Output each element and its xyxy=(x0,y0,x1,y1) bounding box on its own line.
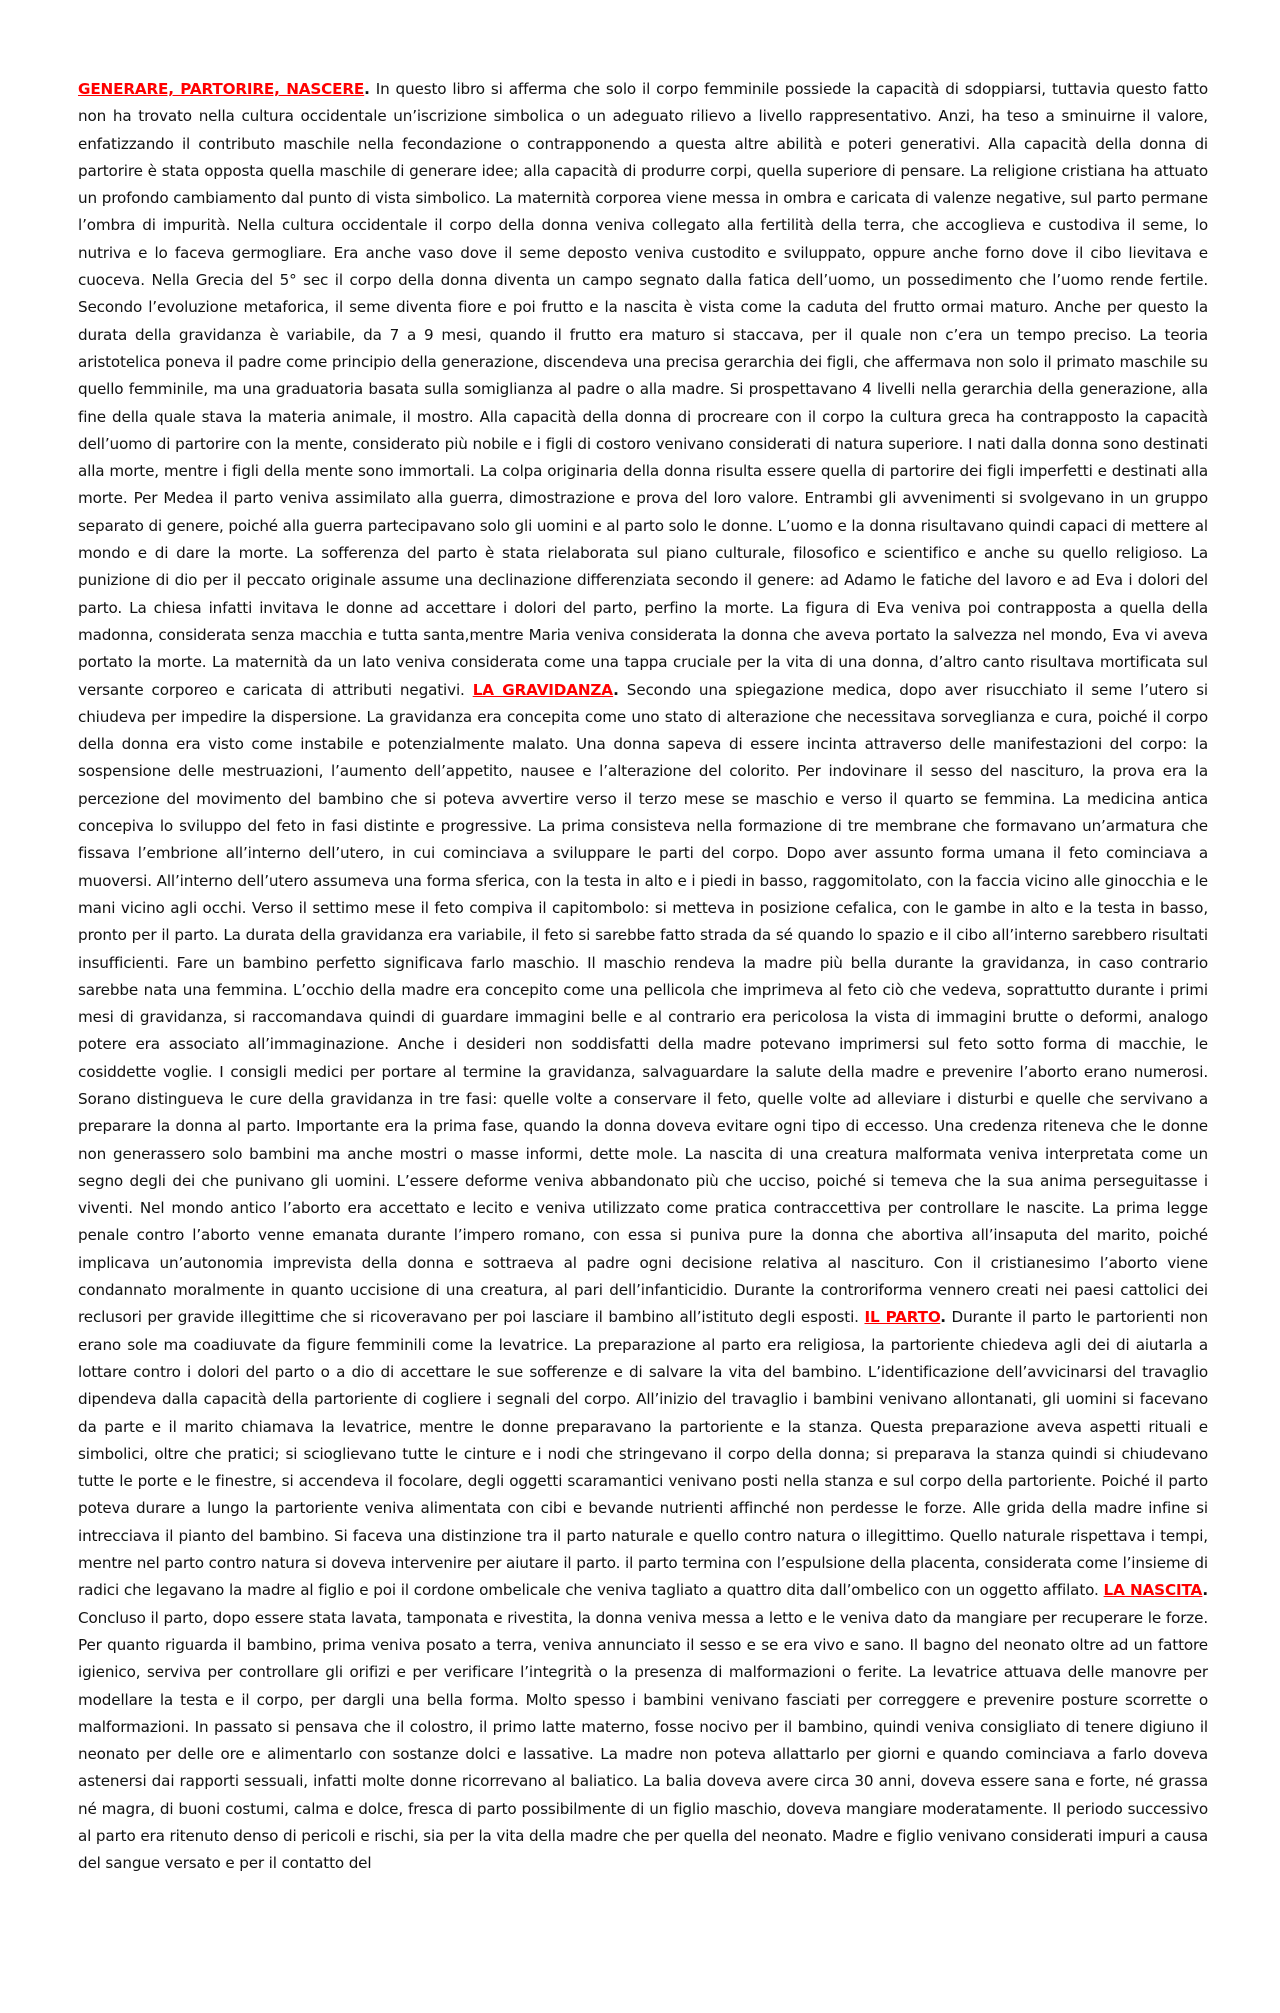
body-paragraph xyxy=(78,76,1208,1878)
section-text-generare: In questo libro si afferma che solo il corpo femminile possiede la capacità di sdoppiarsi, tuttavia questo fatto non ha trovato nella cultura occidentale un’iscrizione simbolica o un adeguato rilievo a livello rappresentativo. Anzi, ha teso a sminuirne il valore, enfatizzando il contributo maschile nella fecondazione o contrapponendo a questa altre abilità e poteri generativi. Alla capacità della donna di partorire è stata opposta quella maschile di generare idee; alla capacità di produrre corpi, quella superiore di pensare. La religione cristiana ha attuato un profondo cambiamento dal punto di vista simbolico. La maternità corporea viene messa in ombra e caricata di valenze negative, sul parto permane l’ombra di impurità. Nella cultura occidentale il corpo della donna veniva collegato alla fertilità della terra, che accoglieva e custodiva il seme, lo nutriva e lo faceva germogliare. Era anche vaso dove il seme deposto veniva custodito e sviluppato, oppure anche forno dove il cibo lievitava e cuoceva. Nella Grecia del 5° sec il corpo della donna diventa un campo segnato dalla fatica dell’uomo, un possedimento che l’uomo rende fertile. Secondo l’evoluzione metaforica, il seme diventa fiore e poi frutto e la nascita è vista come la caduta del frutto ormai maturo. Anche per questo la durata della gravidanza è variabile, da 7 a 9 mesi, quando il frutto era maturo si staccava, per il quale non c’era un tempo preciso. La teoria aristotelica poneva il padre come principio della generazione, discendeva una precisa gerarchia dei figli, che affermava non solo il primato maschile su quello femminile, ma una graduatoria basata sulla somiglianza al padre o alla madre. Si prospettavano 4 livelli nella gerarchia della generazione, alla fine della quale stava la materia animale, il mostro. Alla capacità della donna di procreare con il corpo la cultura greca ha contrapposto la capacità dell’uomo di partorire con la mente, considerato più nobile e i figli di costoro venivano considerati di natura superiore. I nati dalla donna sono destinati alla morte, mentre i figli della mente sono immortali. La colpa originaria della donna risulta essere quella di partorire dei figli imperfetti e destinati alla morte. Per Medea il parto veniva assimilato alla guerra, dimostrazione e prova del loro valore. Entrambi gli avvenimenti si svolgevano in un gruppo separato di genere, poiché alla guerra partecipavano solo gli uomini e al parto solo le donne. L’uomo e la donna risultavano quindi capaci di mettere al mondo e di dare la morte. La sofferenza del parto è stata rielaborata sul piano culturale, filosofico e scientifico e anche su quello religioso. La punizione di dio per il peccato originale assume una declinazione differenziata secondo il genere: ad Adamo le fatiche del lavoro e ad Eva i dolori del parto. La chiesa infatti invitava le donne ad accettare i dolori del parto, perfino la morte. La figura di Eva veniva poi contrapposta a quella della madonna, considerata senza macchia e tutta santa,mentre Maria veniva considerata la donna che aveva portato la salvezza nel mondo, Eva vi aveva portato la morte. La maternità da un lato veniva considerata come una tappa cruciale per la vita di una donna, d’altro canto risultava mortificata sul versante corporeo e caricata di attributi negativi. xyxy=(78,80,1208,699)
heading-period: . xyxy=(613,680,619,699)
section-heading-gravidanza: LA GRAVIDANZA xyxy=(472,680,614,699)
heading-period: . xyxy=(1202,1581,1208,1600)
section-text-nascita: Concluso il parto, dopo essere stata lavata, tamponata e rivestita, la donna veniva messa a letto e le veniva dato da mangiare per recuperare le forze. Per quanto riguarda il bambino, prima veniva posato a terra, veniva annunciato il sesso e se era vivo e sano. Il bagno del neonato oltre ad un fattore igienico, serviva per controllare gli orifizi e per verificare l’integrità o la presenza di malformazioni o ferite. La levatrice attuava delle manovre per modellare la testa e il corpo, per dargli una bella forma. Molto spesso i bambini venivano fasciati per correggere e prevenire posture scorrette o malformazioni. In passato si pensava che il colostro, il primo latte materno, fosse nocivo per il bambino, quindi veniva consigliato di tenere digiuno il neonato per delle ore e alimentarlo con sostanze dolci e lassative. La madre non poteva allattarlo per giorni e quando cominciava a farlo doveva astenersi dai rapporti sessuali, infatti molte donne ricorrevano al baliatico. La balia doveva avere circa 30 anni, doveva essere sana e forte, né grassa né magra, di buoni costumi, calma e dolce, fresca di parto possibilmente di un figlio maschio, doveva mangiare moderatamente. Il periodo successivo al parto era ritenuto denso di pericoli e rischi, sia per la vita della madre che per quella del neonato. Madre e figlio venivano considerati impuri a causa del sangue versato e per il contatto del xyxy=(78,1608,1208,1873)
section-text-gravidanza: Secondo una spiegazione medica, dopo aver risucchiato il seme l’utero si chiudeva per impedire la dispersione. La gravidanza era concepita come uno stato di alterazione che necessitava sorveglianza e cura, poiché il corpo della donna era visto come instabile e potenzialmente malato. Una donna sapeva di essere incinta attraverso delle manifestazioni del corpo: la sospensione delle mestruazioni, l’aumento dell’appetito, nausee e l’alterazione del colorito. Per indovinare il sesso del nascituro, la prova era la percezione del movimento del bambino che si poteva avvertire verso il terzo mese se maschio e verso il quarto se femmina. La medicina antica concepiva lo sviluppo del feto in fasi distinte e progressive. La prima consisteva nella formazione di tre membrane che formavano un’armatura che fissava l’embrione all’interno dell’utero, in cui cominciava a sviluppare le parti del corpo. Dopo aver assunto forma umana il feto cominciava a muoversi. All’interno dell’utero assumeva una forma sferica, con la testa in alto e i piedi in basso, raggomitolato, con la faccia vicino alle ginocchia e le mani vicino agli occhi. Verso il settimo mese il feto compiva il capitombolo: si metteva in posizione cefalica, con le gambe in alto e la testa in basso, pronto per il parto. La durata della gravidanza era variabile, il feto si sarebbe fatto strada da sé quando lo spazio e il cibo all’interno sarebbero risultati insufficienti. Fare un bambino perfetto significava farlo maschio. Il maschio rendeva la madre più bella durante la gravidanza, in caso contrario sarebbe nata una femmina. L’occhio della madre era concepito come una pellicola che imprimeva al feto ciò che vedeva, soprattutto durante i primi mesi di gravidanza, si raccomandava quindi di guardare immagini belle e al contrario era pericolosa la vista di immagini brutte o deformi, analogo potere era associato all’immaginazione. Anche i desideri non soddisfatti della madre potevano imprimersi sul feto sotto forma di macchie, le cosiddette voglie. I consigli medici per portare al termine la gravidanza, salvaguardare la salute della madre e prevenire l’aborto erano numerosi. Sorano distingueva le cure della gravidanza in tre fasi: quelle volte a conservare il feto, quelle volte ad alleviare i disturbi e quelle che servivano a preparare la donna al parto. Importante era la prima fase, quando la donna doveva evitare ogni tipo di eccesso. Una credenza riteneva che le donne non generassero solo bambini ma anche mostri o masse informi, dette mole. La nascita di una creatura malformata veniva interpretata come un segno degli dei che punivano gli uomini. L’essere deforme veniva abbandonato più che ucciso, poiché si temeva che la sua anima perseguitasse i viventi. Nel mondo antico l’aborto era accettato e lecito e veniva utilizzato come pratica contraccettiva per controllare le nascite. La prima legge penale contro l’aborto venne emanata durante l’impero romano, con essa si puniva pure la donna che abortiva all’insaputa del marito, poiché implicava un’autonomia imprevista della donna e sottraeva al padre ogni decisione relativa al nascituro. Con il cristianesimo l’aborto viene condannato moralmente in quanto uccisione di una creatura, al pari dell’infanticidio. Durante la controriforma vennero creati nei paesi cattolici dei reclusori per gravide illegittime che si ricoveravano per poi lasciare il bambino all’istituto degli esposti. xyxy=(78,680,1208,1327)
heading-period: . xyxy=(940,1308,946,1327)
heading-period: . xyxy=(364,80,370,98)
section-heading-nascita: LA NASCITA xyxy=(1103,1581,1203,1600)
section-heading-generare: GENERARE, PARTORIRE, NASCERE xyxy=(78,80,365,98)
section-heading-parto: IL PARTO xyxy=(864,1308,941,1327)
section-text-parto: Durante il parto le partorienti non erano sole ma coadiuvate da figure femminili come la levatrice. La preparazione al parto era religiosa, la partoriente chiedeva agli dei di aiutarla a lottare contro i dolori del parto o a dio di accettare le sue sofferenze e di salvare la vita del bambino. L’identificazione dell’avvicinarsi del travaglio dipendeva dalla capacità della partoriente di cogliere i segnali del corpo. All’inizio del travaglio i bambini venivano allontanati, gli uomini si facevano da parte e il marito chiamava la levatrice, mentre le donne preparavano la partoriente e la stanza. Questa preparazione aveva aspetti rituali e simbolici, oltre che pratici; si scioglievano tutte le cinture e i nodi che stringevano il corpo della donna; si preparava la stanza quindi si chiudevano tutte le porte e le finestre, si accendeva il focolare, degli oggetti scaramantici venivano posti nella stanza e sul corpo della partoriente. Poiché il parto poteva durare a lungo la partoriente veniva alimentata con cibi e bevande nutrienti affinché non perdesse le forze. Alle grida della madre infine si intrecciava il pianto del bambino. Si faceva una distinzione tra il parto naturale e quello contro natura o illegittimo. Quello naturale rispettava i tempi, mentre nel parto contro natura si doveva intervenire per aiutare il parto. il parto termina con l’espulsione della placenta, considerata come l’insieme di radici che legavano la madre al figlio e poi il cordone ombelicale che veniva tagliato a quattro dita dall’ombelico con un oggetto affilato. xyxy=(78,1308,1208,1600)
